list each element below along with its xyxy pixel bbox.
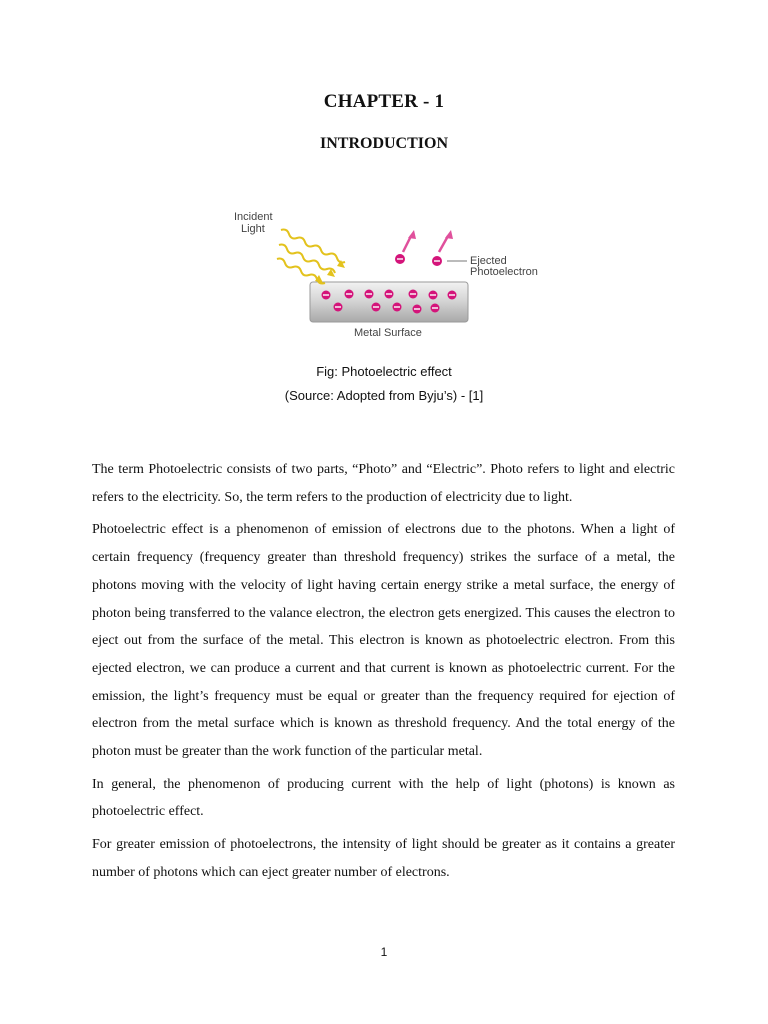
ejected-label-line1: Ejected	[470, 255, 507, 267]
ejected-electron-arrowheads	[408, 230, 453, 239]
paragraph: The term Photoelectric consists of two parts, “Photo” and “Electric”. Photo refers to light and electric refers to the electricity. So, the term refers to the production of electricity due to light.	[92, 462, 675, 505]
incident-light-label-line1: Incident	[234, 211, 273, 223]
metal-surface-bar	[310, 282, 468, 322]
photoelectric-figure	[223, 205, 553, 345]
figure-source: (Source: Adopted from Byju’s) - [1]	[284, 388, 484, 403]
paragraph: For greater emission of photoelectrons, the intensity of light should be greater as it contains a greater number of photons which can eject greater number of electrons.	[92, 837, 675, 880]
paragraph: Photoelectric effect is a phenomenon of emission of electrons due to the photons. When a light of certain frequency (frequency greater than threshold frequency) strikes the surface of a metal, the photons moving with the velocity of light having certain energy strike a metal surface, the energy of photon being transferred to the valance electron, the electron gets energized. This causes the electron to eject out from the surface of the metal. This electron is known as photoelectric electron. From this ejected electron, we can produce a current and that current is known as photoelectric current. For the emission, the light’s frequency must be equal or greater than the frequency required for ejection of electron from the metal surface which is known as threshold frequency. And the total energy of the photon must be greater than the work function of the particular metal.	[92, 522, 675, 760]
chapter-title: INTRODUCTION	[319, 135, 448, 152]
incident-light-label-line2: Light	[241, 223, 265, 235]
figure-caption: Fig: Photoelectric effect	[316, 364, 452, 379]
body-text	[92, 456, 675, 892]
paragraph: In general, the phenomenon of producing current with the help of light (photons) is known as photoelectric effect.	[92, 776, 675, 820]
page-number: 1	[380, 945, 388, 959]
ejected-electron-arrows	[403, 236, 448, 252]
photoelectric-diagram	[223, 205, 553, 345]
incident-light-arrowheads	[315, 260, 345, 283]
ejected-label-line2: Photoelectron	[470, 266, 538, 278]
metal-surface-label: Metal Surface	[354, 327, 422, 339]
chapter-heading: CHAPTER - 1	[323, 91, 445, 112]
incident-light-waves	[277, 230, 345, 284]
